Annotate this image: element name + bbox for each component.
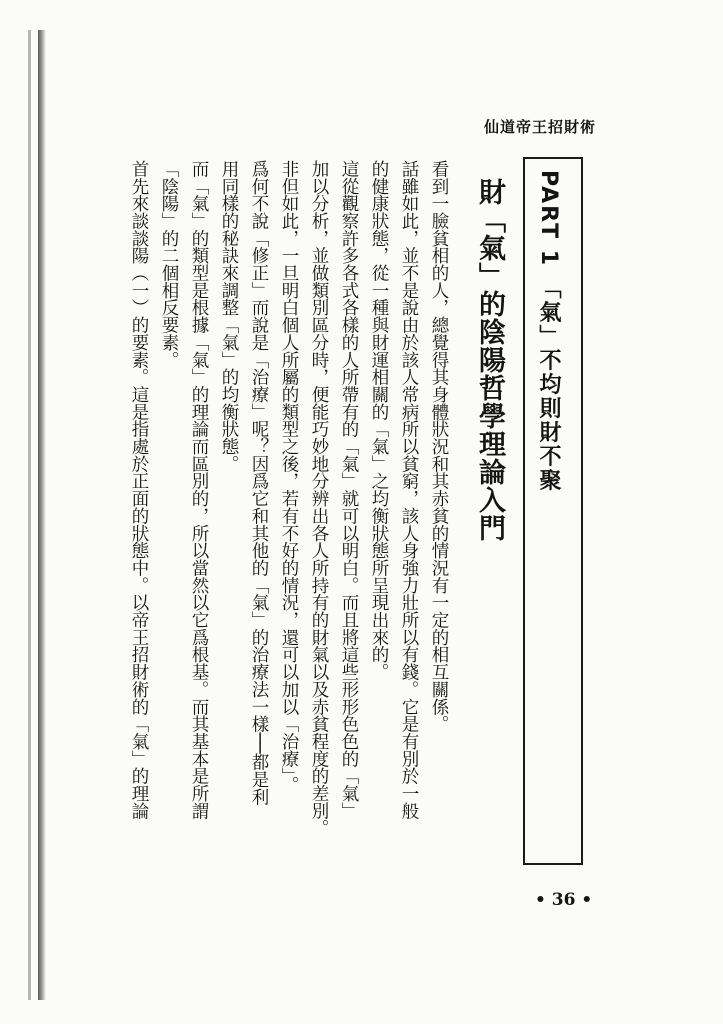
page-number: • 36 • xyxy=(535,890,593,910)
body-paragraph: 的健康狀態，從一種與財運相關的「氣」之均衡狀態所呈現出來的。 xyxy=(369,160,389,681)
page-binding-shadow xyxy=(28,30,31,1000)
running-head: 仙道帝王招財術 xyxy=(484,118,597,136)
body-paragraph: 用同樣的秘訣來調整「氣」的均衡狀態。 xyxy=(219,160,239,473)
body-text xyxy=(124,160,454,880)
body-paragraph: 看到一臉貧相的人，總覺得其身體狀況和其赤貧的情況有一定的相互關係。 xyxy=(429,160,449,733)
body-paragraph: 首先來談談陽（一）的要素。這是指處於正面的狀態中。以帝王招財術的「氣」的理論 xyxy=(129,160,149,820)
body-paragraph: 「陰陽」的二個相反要素。 xyxy=(159,160,179,369)
body-paragraph: 而「氣」的類型是根據「氣」的理論而區別的，所以當然以它爲根基。而其基本是所謂 xyxy=(189,160,209,820)
body-paragraph: 話雖如此，並不是說由於該人常病所以貧窮，該人身強力壯所以有錢。它是有別於一般 xyxy=(399,160,419,820)
chapter-title: 財「氣」的陰陽哲學理論入門 xyxy=(474,178,505,542)
part-title: PART 1 「氣」不均則財不聚 xyxy=(536,170,561,493)
page-binding-edge xyxy=(38,30,46,1000)
body-paragraph: 加以分析，並做類別區分時，便能巧妙地分辨出各人所持有的財氣以及赤貧程度的差別。 xyxy=(309,160,329,837)
body-paragraph: 這從觀察許多各式各樣的人所帶有的「氣」就可以明白。而且將這些形形色色的「氣」 xyxy=(339,160,359,820)
body-paragraph: 非但如此，一旦明白個人所屬的類型之後，若有不好的情況，還可以加以「治療」。 xyxy=(279,160,299,794)
body-paragraph: 爲何不說「修正」而說是「治療」呢？因爲它和其他的「氣」的治療法一樣──都是利 xyxy=(249,160,269,806)
